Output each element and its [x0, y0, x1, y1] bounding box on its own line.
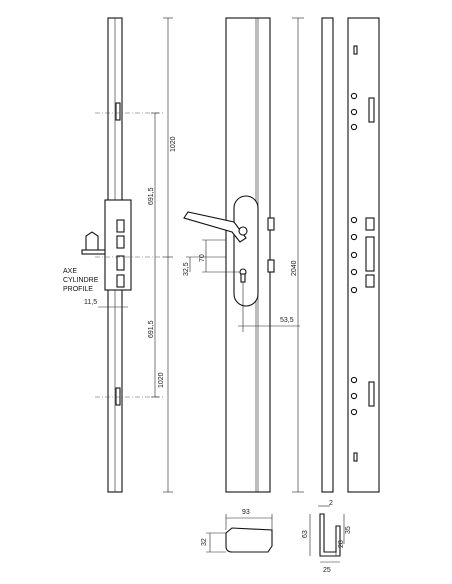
front-view — [183, 18, 304, 492]
side-view — [82, 18, 165, 492]
axis-label-line1: AXE — [63, 268, 78, 275]
lower-total-value: 1020 — [158, 372, 165, 388]
upper-partial-value: 691,5 — [148, 187, 155, 205]
total-height-value: 2040 — [291, 260, 298, 276]
strike-width-value: 93 — [242, 509, 250, 516]
backset-value: 53,5 — [280, 317, 294, 324]
left-vertical-dimensions — [148, 18, 177, 492]
profile-lower-value: 28 — [338, 540, 345, 548]
profile-base-value: 25 — [323, 567, 331, 574]
lock-edge-view — [322, 18, 333, 492]
lower-partial-value: 691,5 — [148, 320, 155, 338]
axis-label-line3: PROFILE — [63, 286, 93, 293]
strike-section-shape — [226, 528, 272, 552]
upper-bolt-slot — [116, 103, 120, 120]
axis-cylinder-label — [63, 268, 99, 293]
upper-total-value: 1020 — [170, 136, 177, 152]
handle-stub — [86, 232, 98, 250]
strike-section-detail — [201, 509, 272, 552]
profile-upper-value: 35 — [345, 526, 352, 534]
strike-height-value: 32 — [201, 538, 208, 546]
profile-section-detail — [302, 500, 352, 574]
lower-bolt-slot — [116, 388, 120, 405]
offset-value: 11,5 — [84, 299, 98, 306]
u-profile-shape — [320, 514, 340, 556]
profile-height-value: 63 — [302, 530, 309, 538]
axis-label-line2: CYLINDRE — [63, 277, 99, 284]
strike-view — [348, 18, 379, 492]
escutcheon-plate — [234, 196, 258, 306]
handle-height-value: 70 — [199, 254, 206, 262]
profile-top-value: 2 — [329, 500, 333, 507]
handle-gap-value: 32,5 — [183, 262, 190, 276]
